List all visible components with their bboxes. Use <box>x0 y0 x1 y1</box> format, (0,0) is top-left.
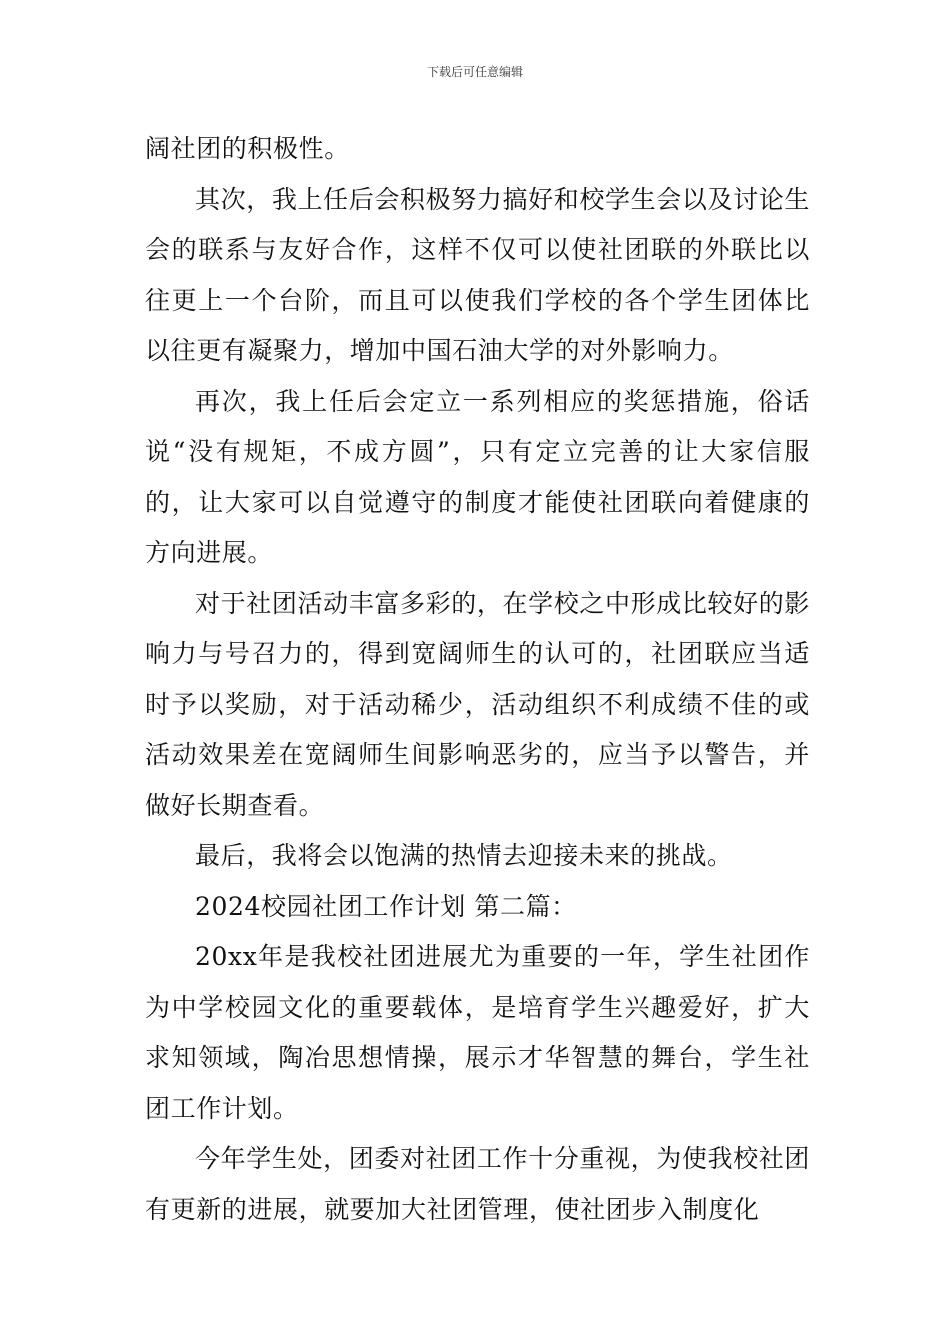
paragraph-2: 其次，我上任后会积极努力搞好和校学生会以及讨论生会的联系与友好合作，这样不仅可以使社团联的外联比以往更上一个台阶，而且可以使我们学校的各个学生团体比以往更有凝聚力，增加中国石油大学的对外影响力。 <box>145 184 810 365</box>
paragraph-3: 再次，我上任后会定立一系列相应的奖惩措施，俗话说“没有规矩，不成方圆”，只有定立完善的让大家信服的，让大家可以自觉遵守的制度才能使社团联向着健康的方向进展。 <box>145 386 810 567</box>
page-header: 下载后可任意编辑 <box>426 65 523 79</box>
paragraph-7: 今年学生处，团委对社团工作十分重视，为使我校社团有更新的进展，就要加大社团管理，使社团步入制度化 <box>145 1144 810 1224</box>
section-heading: 2024校园社团工作计划 第二篇： <box>195 891 577 921</box>
paragraph-5: 最后，我将会以饱满的热情去迎接未来的挑战。 <box>195 841 733 870</box>
paragraph-1: 阔社团的积极性。 <box>145 134 350 163</box>
document-body <box>145 124 810 1235</box>
paragraph-4: 对于社团活动丰富多彩的，在学校之中形成比较好的影响力与号召力的，得到宽阔师生的认可的，社团联应当适时予以奖励，对于活动稀少，活动组织不利成绩不佳的或活动效果差在宽阔师生间影响恶劣的，应当予以警告，并做好长期查看。 <box>145 588 810 820</box>
paragraph-6: 20xx年是我校社团进展尤为重要的一年，学生社团作为中学校园文化的重要载体，是培育学生兴趣爱好，扩大求知领域，陶冶思想情操，展示才华智慧的舞台，学生社团工作计划。 <box>145 942 810 1123</box>
